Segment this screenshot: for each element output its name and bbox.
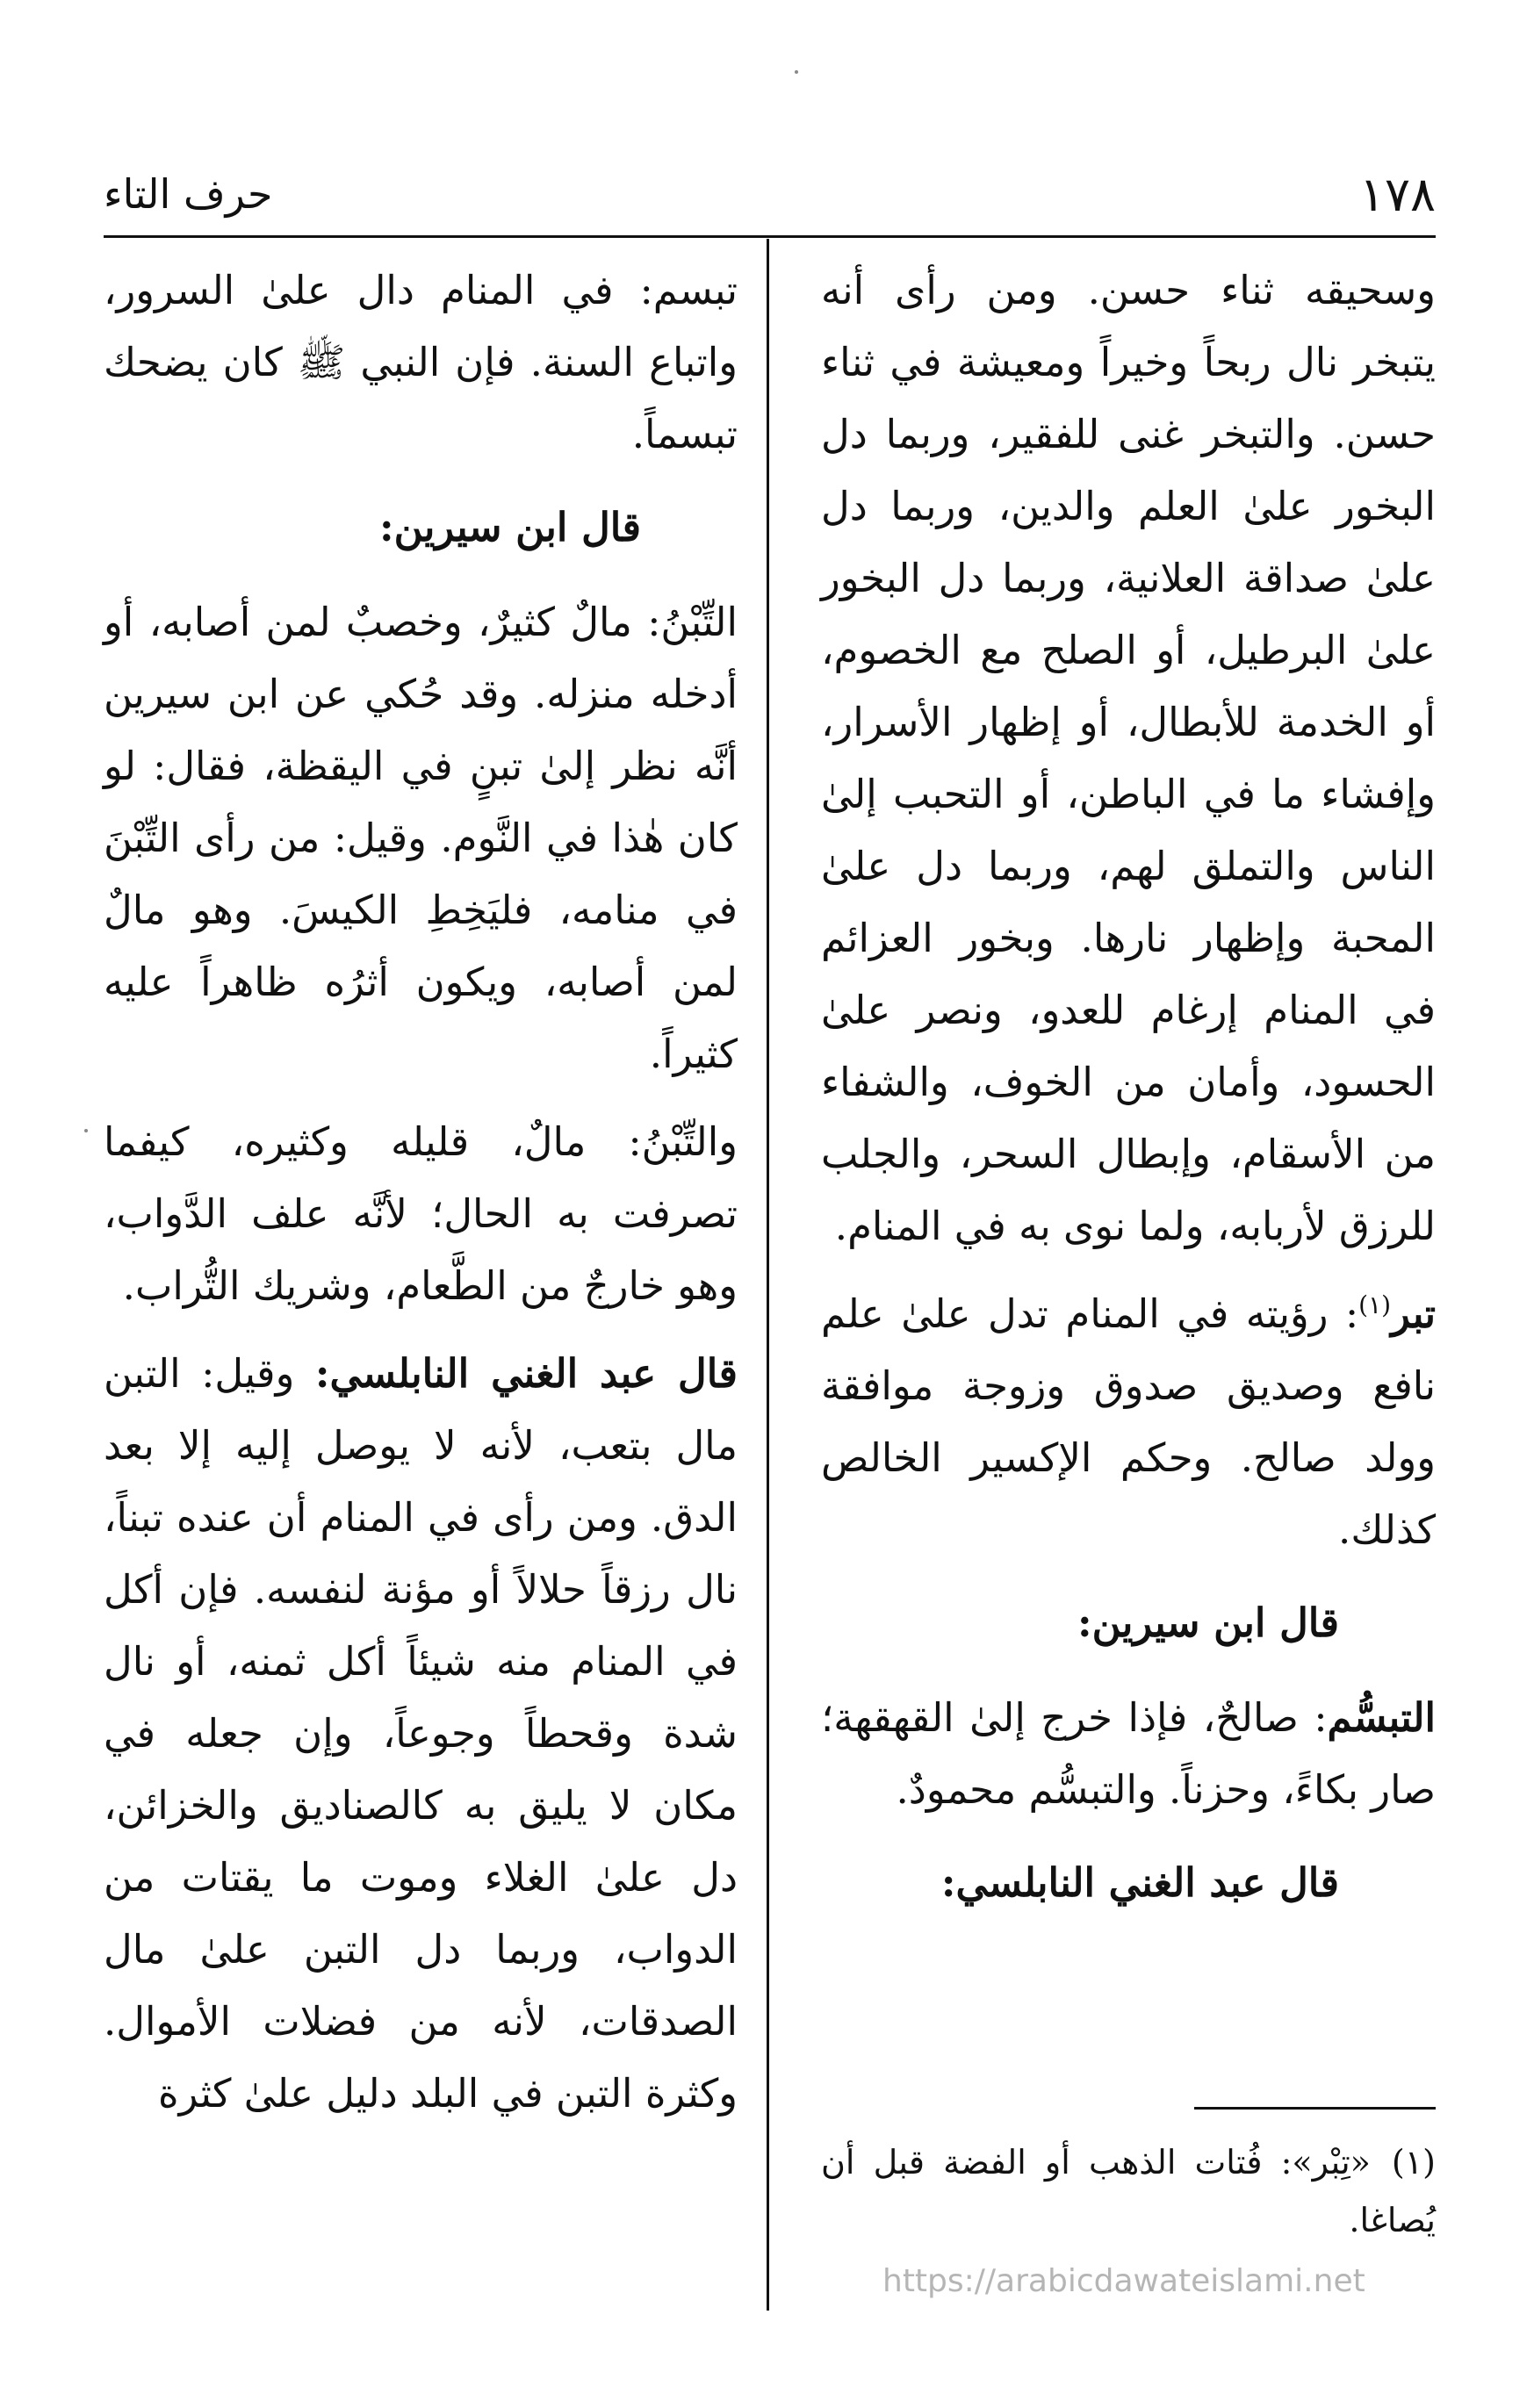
footnote-ref: (١) — [1358, 1290, 1392, 1319]
scan-speck — [795, 70, 798, 74]
heading-nabulsi-right: قال عبد الغني النابلسي: — [940, 1859, 1339, 1906]
tibn-paragraph-1: التِّبْنُ: مالٌ كثيرٌ، وخصبٌ لمن أصابه، أو أدخله منزله. وقد حُكي عن ابن سيرين أنَّه نظر إلىٰ تبنٍ في اليقظة، فقال: لو كان هٰذا في النَّوم. وقيل: من رأى التِّبْنَ في منامه، فليَخِطِ الكيسَ. وهو مالٌ لمن أصابه، ويكون أثرُه ظاهراً عليه كثيراً. — [104, 599, 738, 1077]
nabulsi-lead: قال عبد الغني النابلسي: — [314, 1350, 738, 1397]
page-header — [104, 132, 1436, 228]
tibr-entry — [821, 1278, 1436, 1566]
footnote-text: «تِبْر»: فُتات الذهب أو الفضة قبل أن يُصاغا. — [821, 2143, 1436, 2239]
page-number: ١٧٨ — [1358, 167, 1436, 222]
tibr-lead: تبر — [1391, 1290, 1436, 1337]
tibn-paragraph-2: والتِّبْنُ: مالٌ، قليله وكثيره، كيفما تصرفت به الحال؛ لأنَّه علف الدَّواب، وهو خارجٌ من الطَّعام، وشريك التُّراب. — [104, 1118, 738, 1309]
bakhur-paragraph: وسحيقه ثناء حسن. ومن رأى أنه يتبخر نال ربحاً وخيراً ومعيشة في ثناء حسن. والتبخر غنى للفقير، وربما دل البخور علىٰ العلم والدين، وربما دل علىٰ صداقة العلانية، وربما دل البخور علىٰ البرطيل، أو الصلح مع الخصوم، أو الخدمة للأبطال، أو إظهار الأسرار، وإفشاء ما في الباطن، أو التحبب إلىٰ الناس والتملق لهم، وربما دل علىٰ المحبة وإظهار نارها. وبخور العزائم في المنام إرغام للعدو، ونصر علىٰ الحسود، وأمان من الخوف، والشفاء من الأسقام، وإبطال السحر، والجلب للرزق لأربابه، ولما نوى به في المنام. — [821, 267, 1436, 1249]
tabassum-dream-paragraph: تبسم: في المنام دال علىٰ السرور، واتباع السنة. فإن النبي ﷺ كان يضحك تبسماً. — [104, 267, 738, 457]
footnote-number: (١) — [1391, 2143, 1436, 2182]
scan-speck — [84, 1129, 88, 1132]
watermark-url: https://arabicdawateislami.net — [882, 2263, 1365, 2299]
nabulsi-text: وقيل: التبن مال بتعب، لأنه لا يوصل إليه إلا بعد الدق. ومن رأى في المنام أن عنده تبناً، نال رزقاً حلالاً أو مؤنة لنفسه. فإن أكل في المنام منه شيئاً أكل ثمنه، أو نال شدة وقحطاً وجوعاً، وإن جعله في مكان لا يليق به كالصناديق والخزائن، دل علىٰ الغلاء وموت ما يقتات من الدواب، وربما دل التبن علىٰ مال الصدقات، لأنه من فضلات الأموال. وكثرة التبن في البلد دليل علىٰ كثرة — [104, 1350, 738, 2117]
right-column — [821, 255, 1436, 1942]
tabassum-text: : صالحٌ، فإذا خرج إلىٰ القهقهة؛ صار بكاءً، وحزناً. والتبسُّم محمودٌ. — [821, 1694, 1436, 1813]
heading-ibn-sirin-left: قال ابن سيرين: — [378, 504, 641, 550]
nabulsi-paragraph — [104, 1338, 738, 2130]
tibr-text: : رؤيته في المنام تدل علىٰ علم نافع وصديق صدوق وزوجة موافقة وولد صالح. وحكم الإكسير الخالص كذلك. — [821, 1290, 1436, 1553]
column-divider — [767, 239, 769, 2311]
left-column — [104, 255, 738, 2146]
tabassum-entry — [821, 1682, 1436, 1826]
header-rule — [104, 235, 1436, 238]
running-title: حرف التاء — [104, 170, 273, 218]
footnote — [821, 2133, 1436, 2249]
heading-ibn-sirin-right: قال ابن سيرين: — [1077, 1599, 1339, 1646]
tabassum-lead: التبسُّم — [1327, 1694, 1436, 1741]
footnote-rule — [1194, 2107, 1436, 2110]
